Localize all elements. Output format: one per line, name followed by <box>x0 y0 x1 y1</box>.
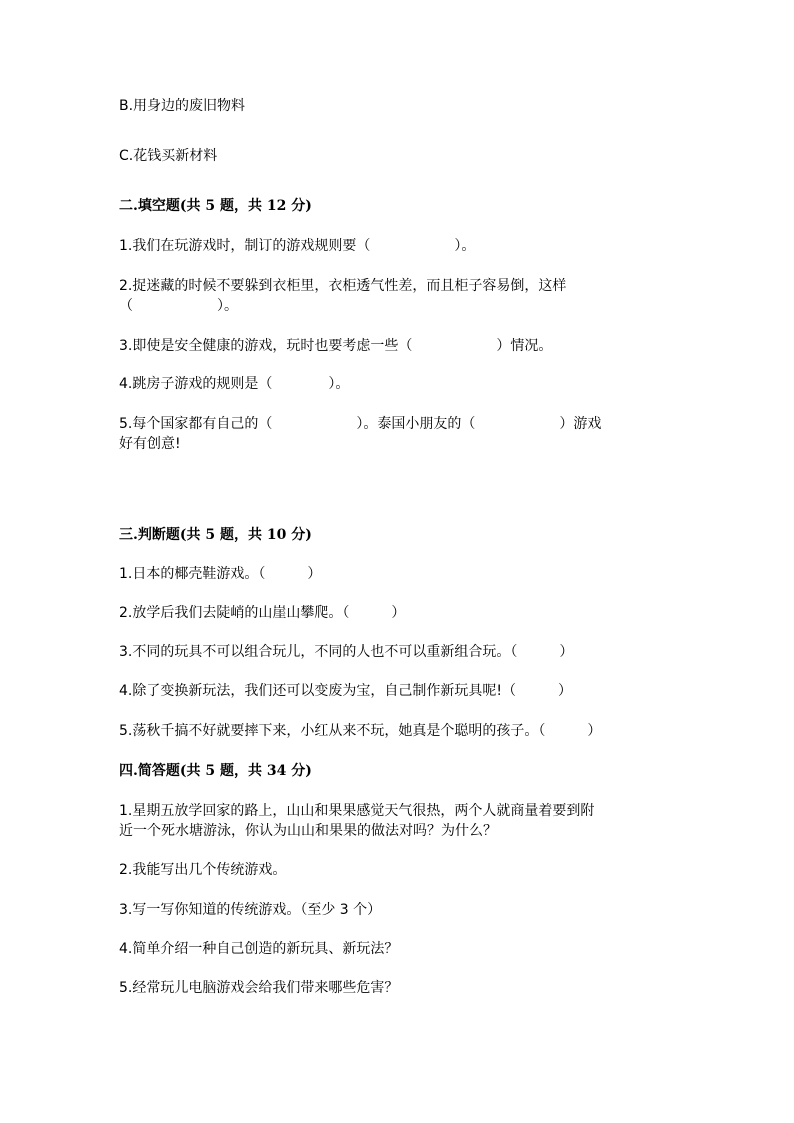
true-false-question-2: 2.放学后我们去陡峭的山崖山攀爬。（ ） <box>119 605 406 621</box>
fill-in-question-3: 3.即使是安全健康的游戏，玩时也要考虑一些（ ）情况。 <box>119 338 553 354</box>
short-answer-question-2: 2.我能写出几个传统游戏。 <box>119 862 287 878</box>
true-false-question-4: 4.除了变换新玩法，我们还可以变废为宝，自己制作新玩具呢!（ ） <box>119 683 572 699</box>
true-false-question-3: 3.不同的玩具不可以组合玩儿，不同的人也不可以重新组合玩。（ ） <box>119 644 574 660</box>
fill-in-question-2-line-2: （ ）。 <box>119 298 238 314</box>
true-false-question-1: 1.日本的椰壳鞋游戏。（ ） <box>119 566 322 582</box>
short-answer-question-3: 3.写一写你知道的传统游戏。（至少 3 个） <box>119 902 382 918</box>
short-answer-question-1-line-1: 1.星期五放学回家的路上，山山和果果感觉天气很热，两个人就商量着要到附 <box>119 803 595 819</box>
section-title-true-false: 三.判断题(共 5 题，共 10 分) <box>119 527 312 543</box>
fill-in-question-5-line-2: 好有创意! <box>119 436 181 452</box>
short-answer-question-1-line-2: 近一个死水塘游泳，你认为山山和果果的做法对吗？为什么？ <box>119 823 497 839</box>
short-answer-question-5: 5.经常玩儿电脑游戏会给我们带来哪些危害？ <box>119 980 399 996</box>
true-false-question-5: 5.荡秋千搞不好就要摔下来，小红从来不玩，她真是个聪明的孩子。（ ） <box>119 723 602 739</box>
section-title-short-answer: 四.简答题(共 5 题，共 34 分) <box>119 763 312 779</box>
fill-in-question-5-line-1: 5.每个国家都有自己的（ ）。泰国小朋友的（ ）游戏 <box>119 416 602 432</box>
fill-in-question-4: 4.跳房子游戏的规则是（ ）。 <box>119 376 350 392</box>
option-c: C.花钱买新材料 <box>119 148 218 164</box>
short-answer-question-4: 4.简单介绍一种自己创造的新玩具、新玩法？ <box>119 941 399 957</box>
section-title-fill-in: 二.填空题(共 5 题，共 12 分) <box>119 198 312 214</box>
option-b: B.用身边的废旧物料 <box>119 98 246 114</box>
fill-in-question-1: 1.我们在玩游戏时，制订的游戏规则要（ ）。 <box>119 238 476 254</box>
fill-in-question-2-line-1: 2.捉迷藏的时候不要躲到衣柜里，衣柜透气性差，而且柜子容易倒，这样 <box>119 278 567 294</box>
